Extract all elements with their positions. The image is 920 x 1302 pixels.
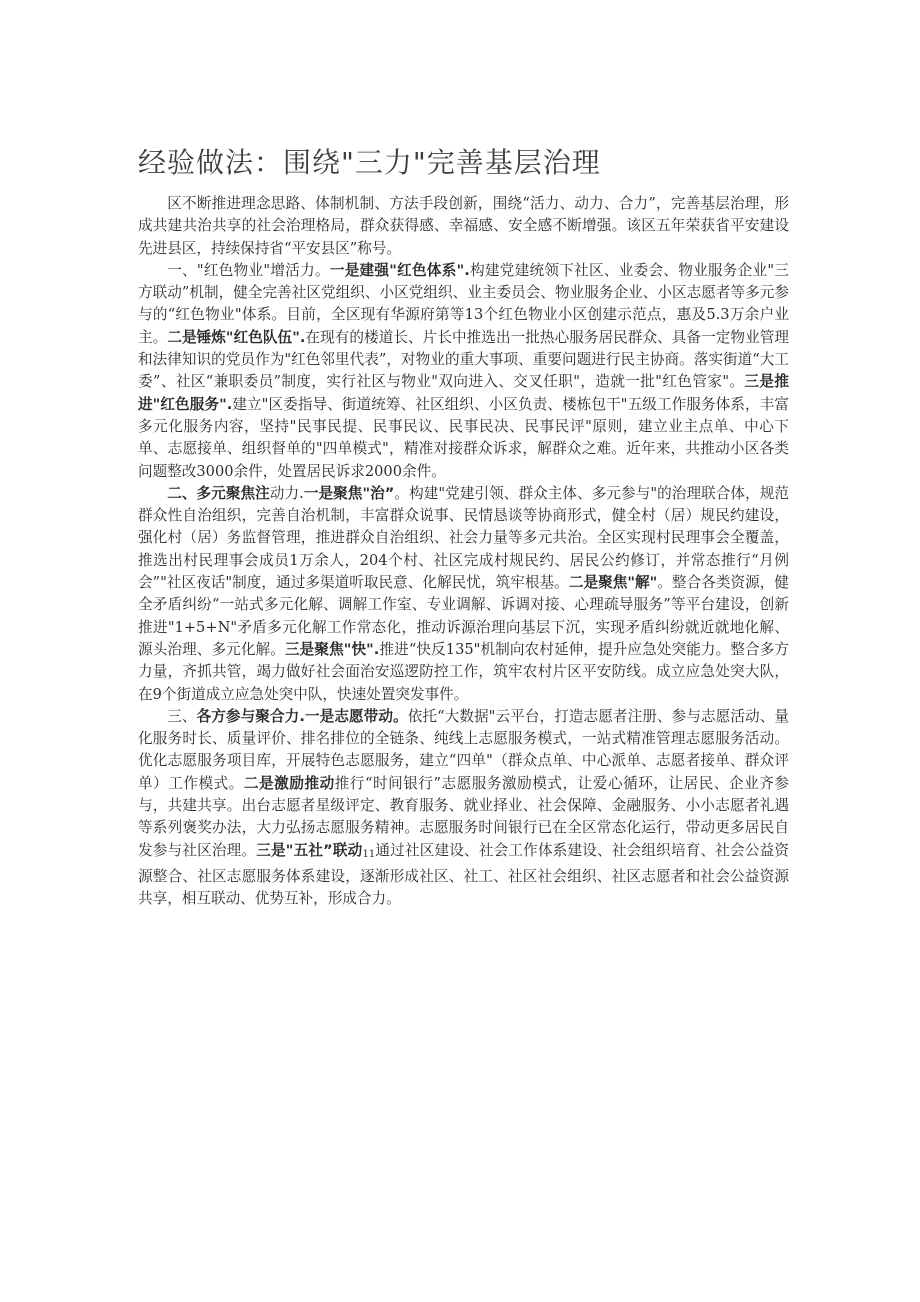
paragraph-text: 构建党建统领下社区、业委会、物业服务企业"三方联动”机制，健全完善社区党组织、小区党组织、业主委员会、物业服务企业、小区志愿者等多元参与的“红色物业"体系。目前，全区现有华源府第等13个红色物业小区创建示范点，惠及5.3万余户业主。 bbox=[138, 261, 789, 346]
paragraph-joint-force bbox=[138, 706, 789, 911]
subheading: 一是聚焦"治” bbox=[303, 484, 395, 502]
paragraph-text: 。构建"党建引领、群众主体、多元参与"的治理联合体，规范群众性自治组织，完善自治机制，丰富群众说事、民情恳谈等协商形式，健全村（居）规民约建设，强化村（居）务监督管理，推进群众自治组织、社会力量等多元共治。全区实现村民理事会全覆盖，推选出村民理事会成员1万余人，204个村、社区完成村规民约、居民公约修订，并常态推行“月例会”"社区夜话"制度，通过多渠道听取民意、化解民忧，筑牢根基。 bbox=[138, 484, 789, 592]
subheading: 二是激励推动 bbox=[243, 774, 335, 792]
section-heading: 各方参与聚合力. bbox=[196, 707, 305, 725]
subheading: 三是聚焦"快". bbox=[284, 640, 380, 658]
paragraph-red-property bbox=[138, 260, 789, 483]
paragraph-text: 通过社区建设、社会工作体系建设、社会组织培育、社会公益资源整合、社区志愿服务体系建设，逐渐形成社区、社工、社区社会组织、社区志愿者和社会公益资源共享，相互联动、优势互补，形成合力。 bbox=[138, 841, 789, 908]
section-heading: 动力. bbox=[269, 484, 304, 502]
paragraph-text: 推进“快反135"机制向农村延伸，提升应急处突能力。整合多方力量，齐抓共管，竭力做好社会面治安巡逻防控工作，筑牢农村片区平安防线。成立应急处突大队，在9个街道成立应急处突中队，快速处置突发事件。 bbox=[138, 640, 789, 703]
subheading: 一是建强"红色体系". bbox=[329, 261, 470, 279]
paragraph-text: 。整合各类资源，健全矛盾纠纷“一站式多元化解、调解工作室、专业调解、诉调对接、心理疏导服务”等平台建设，创新推进"1+5+N"矛盾多元化解工作常态化，推动诉源治理向基层下沉，实现矛盾纠纷就近就地化解、源头治理、多元化解。 bbox=[138, 574, 789, 658]
paragraph-multi-focus bbox=[138, 483, 789, 706]
subheading: 三是"五社”联动 bbox=[256, 841, 363, 859]
document-body bbox=[138, 193, 789, 911]
section-heading: 一、"红色物业"增活力。 bbox=[167, 261, 330, 279]
subheading: 二是锤炼"红色队伍". bbox=[167, 328, 306, 346]
subheading: 二是聚焦"解" bbox=[568, 574, 658, 592]
paragraph-text: 建立"区委指导、街道统筹、社区组织、小区负责、楼栋包干"五级工作服务体系，丰富多元化服务内容，坚持"民事民提、民事民议、民事民决、民事民评"原则，建立业主点单、中心下单、志愿接单、组织督单的"四单模式"，精准对接群众诉求，解群众之难。近年来，共推动小区各类问题整改3000余件，处置居民诉求2000余件。 bbox=[138, 395, 789, 480]
subheading: 三是推进"红色服务". bbox=[138, 373, 789, 413]
section-number: 三、 bbox=[167, 707, 197, 725]
paragraph-text: 在现有的楼道长、片长中推选出一批热心服务居民群众、具备一定物业管理和法律知识的党员作为"红色邻里代表”，对物业的重大事项、重要问题进行民主协商。落实街道“大工委”、社区“兼职委员”制度，实行社区与物业"双向进入、交叉任职"，造就一批"红色管家"。 bbox=[138, 328, 789, 391]
footnote-mark: 11 bbox=[362, 848, 376, 860]
paragraph-text: 依托“大数据"云平台，打造志愿者注册、参与志愿活动、量化服务时长、质量评价、排名排位的全链条、纯线上志愿服务模式，一站式精准管理志愿服务活动。优化志愿服务项目库，开展特色志愿服务，建立“四单"（群众点单、中心派单、志愿者接单、群众评单）工作模式。 bbox=[138, 707, 789, 792]
intro-paragraph: 区不断推进理念思路、体制机制、方法手段创新，围绕“活力、动力、合力”，完善基层治理，形成共建共治共享的社会治理格局，群众获得感、幸福感、安全感不断增强。该区五年荣获省平安建设先进县区，持续保持省“平安县区”称号。 bbox=[138, 195, 789, 257]
subheading: 一是志愿带动。 bbox=[304, 707, 408, 725]
section-heading: 二、多元聚焦注 bbox=[167, 484, 270, 502]
page-title: 经验做法：围绕"三力"完善基层治理 bbox=[138, 146, 601, 179]
paragraph-text: 推行“时间银行”志愿服务激励模式，让爱心循环，让居民、企业齐参与，共建共享。出台志愿者星级评定、教育服务、就业择业、社会保障、金融服务、小小志愿者礼遇等系列褒奖办法，大力弘扬志愿服务精神。志愿服务时间银行已在全区常态化运行，带动更多居民自发参与社区治理。 bbox=[138, 774, 789, 859]
